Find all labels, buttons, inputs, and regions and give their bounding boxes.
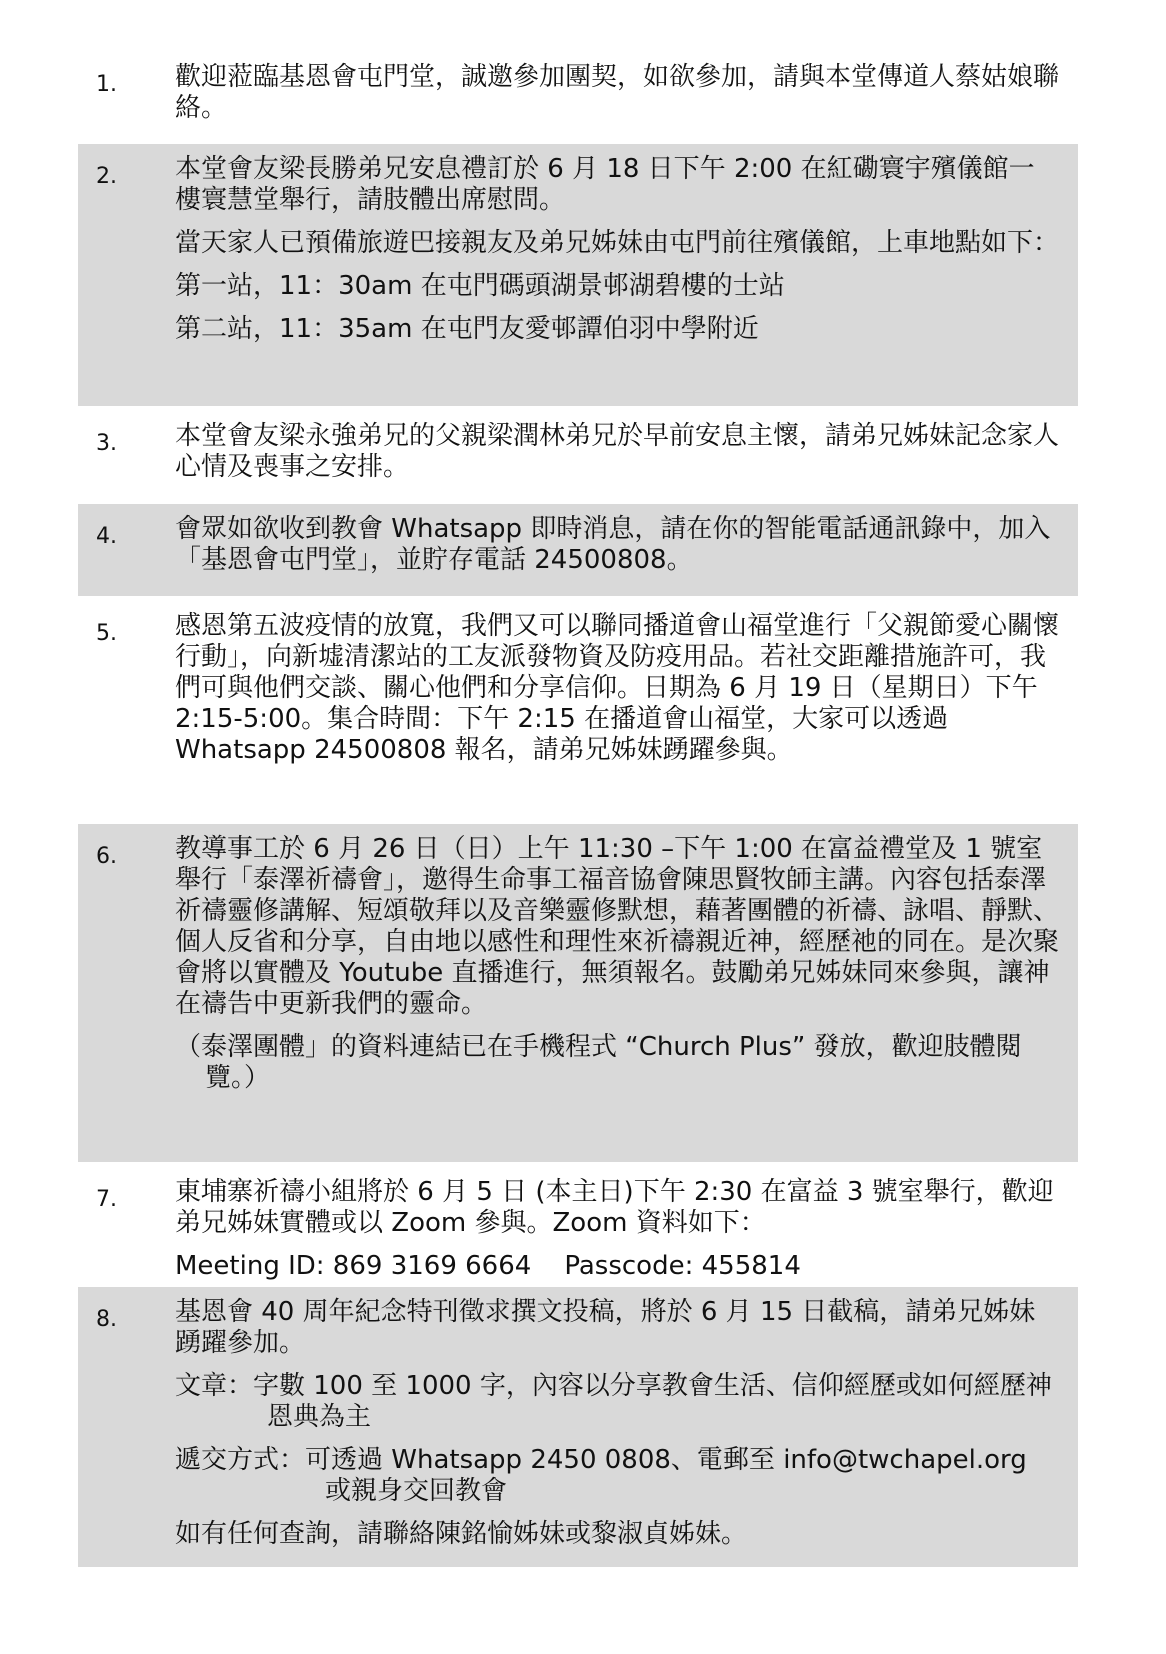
item-number: 2. <box>96 164 117 189</box>
item-text: 歡迎蒞臨基恩會屯門堂，誠邀參加團契，如欲參加，請與本堂傳道人蔡姑娘聯絡。 <box>175 62 1060 123</box>
announcement-item <box>78 144 1078 406</box>
item-text: 當天家人已預備旅遊巴接親友及弟兄姊妹由屯門前往殯儀館，上車地點如下： <box>175 228 1060 258</box>
announcement-item <box>78 1167 1078 1282</box>
item-text: 第二站，11：35am 在屯門友愛邨譚伯羽中學附近 <box>175 314 759 344</box>
item-number: 1. <box>96 72 117 97</box>
item-text: 文章：字數 100 至 1000 字，內容以分享教會生活、信仰經歷或如何經歷神恩典為主 <box>175 1371 1052 1432</box>
item-text: 本堂會友梁長勝弟兄安息禮訂於 6 月 18 日下午 2:00 在紅磡寰宇殯儀館一樓寰慧堂舉行，請肢體出席慰問。 <box>175 154 1035 215</box>
announcement-item <box>78 504 1078 596</box>
item-text: 基恩會 40 周年紀念特刊徵求撰文投稿，將於 6 月 15 日截稿，請弟兄姊妹踴躍參加。 <box>175 1297 1036 1358</box>
item-number: 8. <box>96 1307 117 1332</box>
meeting-info: Meeting ID: 869 3169 6664 Passcode: 455814 <box>175 1251 801 1281</box>
announcement-item <box>78 824 1078 1162</box>
announcement-item <box>78 601 1078 819</box>
item-number: 7. <box>96 1187 117 1212</box>
announcement-item <box>78 1287 1078 1567</box>
announcement-list <box>78 52 1078 1572</box>
item-text: 本堂會友梁永強弟兄的父親梁潤林弟兄於早前安息主懷，請弟兄姊妹記念家人心情及喪事之安排。 <box>175 421 1060 482</box>
item-text: 如有任何查詢，請聯絡陳銘愉姊妹或黎淑貞姊妹。 <box>175 1519 748 1549</box>
item-text: （泰澤團體」的資料連結已在手機程式 “Church Plus” 發放，歡迎肢體閱覽。） <box>175 1032 1022 1093</box>
item-text: 感恩第五波疫情的放寬，我們又可以聯同播道會山福堂進行「父親節愛心關懷行動」，向新墟清潔站的工友派發物資及防疫用品。若社交距離措施許可，我們可與他們交談、關心他們和分享信仰。日期為 6 月 19 日（星期日）下午 2:15-5:00。集合時間：下午 2:15 在播道會山福堂，大家可以透過 Whatsapp 24500808 報名，請弟兄姊妹踴躍參與。 <box>175 611 1060 765</box>
item-text: 會眾如欲收到教會 Whatsapp 即時消息，請在你的智能電話通訊錄中，加入「基恩會屯門堂」，並貯存電話 24500808。 <box>175 514 1051 575</box>
item-number: 3. <box>96 431 117 456</box>
item-text: 第一站，11：30am 在屯門碼頭湖景邨湖碧樓的士站 <box>175 271 785 301</box>
item-number: 6. <box>96 844 117 869</box>
item-number: 5. <box>96 621 117 646</box>
announcement-item <box>78 411 1078 499</box>
item-text: 教導事工於 6 月 26 日（日）上午 11:30 –下午 1:00 在富益禮堂及 1 號室舉行「泰澤祈禱會」，邀得生命事工福音協會陳思賢牧師主講。內容包括泰澤祈禱靈修講解、短頌敬拜以及音樂靈修默想，藉著團體的祈禱、詠唱、靜默、個人反省和分享，自由地以感性和理性來祈禱親近神，經歷祂的同在。是次聚會將以實體及 Youtube 直播進行，無須報名。鼓勵弟兄姊妹同來參與，讓神在禱告中更新我們的靈命。 <box>175 834 1060 1019</box>
item-number: 4. <box>96 524 117 549</box>
item-text: 東埔寨祈禱小組將於 6 月 5 日 (本主日)下午 2:30 在富益 3 號室舉行，歡迎弟兄姊妹實體或以 Zoom 參與。Zoom 資料如下： <box>175 1177 1054 1238</box>
announcement-item <box>78 52 1078 139</box>
item-text: 遞交方式：可透過 Whatsapp 2450 0808、電郵至 info@twchapel.org 或親身交回教會 <box>175 1445 1036 1506</box>
